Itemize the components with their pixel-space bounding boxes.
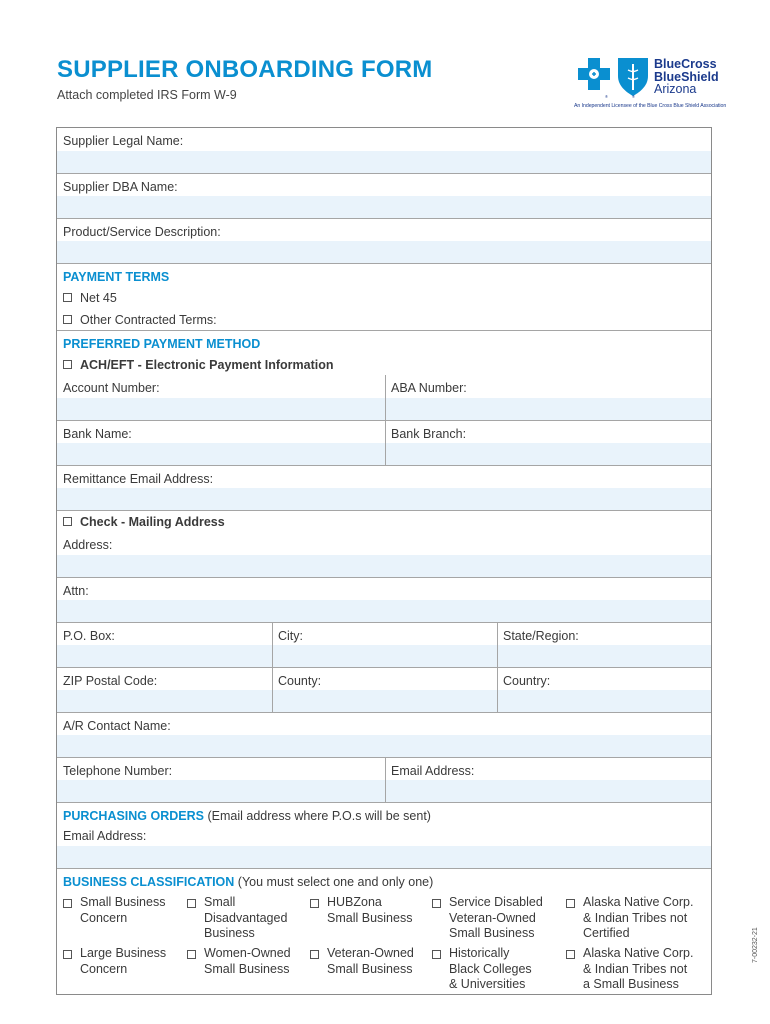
zip-label: ZIP Postal Code: — [63, 674, 158, 688]
tel-email-divider — [385, 758, 386, 802]
county-label: County: — [278, 674, 322, 688]
country-label: Country: — [503, 674, 551, 688]
ar-contact-field[interactable] — [57, 735, 711, 757]
ach-label: ACH/EFT - Electronic Payment Information — [80, 358, 334, 372]
ar-contact-row — [57, 712, 711, 757]
account-number-field[interactable] — [57, 398, 711, 420]
purchasing-heading-text: PURCHASING ORDERS — [63, 809, 204, 823]
hbcu-checkbox[interactable] — [432, 950, 441, 959]
ach-checkbox[interactable] — [63, 360, 72, 369]
veteran-owned-label: Veteran-Owned Small Business — [327, 946, 414, 976]
purchasing-heading — [63, 809, 431, 823]
check-row — [57, 510, 711, 532]
veteran-owned-checkbox[interactable] — [310, 950, 319, 959]
purchasing-email-label: Email Address: — [63, 829, 147, 843]
account-number-label: Account Number: — [63, 381, 160, 395]
remittance-email-label: Remittance Email Address: — [63, 472, 214, 486]
check-checkbox[interactable] — [63, 517, 72, 526]
blue-cross-icon — [578, 58, 610, 90]
address-field[interactable] — [57, 555, 711, 577]
small-business-label: Small Business Concern — [80, 895, 166, 925]
payment-method-section — [57, 330, 711, 375]
blue-shield-icon — [618, 58, 648, 96]
check-label: Check - Mailing Address — [80, 515, 225, 529]
po-box-field[interactable] — [57, 645, 711, 667]
net45-label: Net 45 — [80, 291, 117, 305]
attn-row — [57, 577, 711, 622]
hbcu-label: Historically Black Colleges & Universities — [449, 946, 532, 991]
telephone-field[interactable] — [57, 780, 711, 802]
classification-heading-text: BUSINESS CLASSIFICATION — [63, 875, 235, 889]
payment-terms-section — [57, 263, 711, 330]
payment-method-heading: PREFERRED PAYMENT METHOD — [63, 337, 261, 351]
logo-line3: Arizona — [654, 82, 697, 96]
hubzone-checkbox[interactable] — [310, 899, 319, 908]
city-state-divider — [497, 623, 498, 667]
bank-name-field[interactable] — [57, 443, 711, 465]
small-business-checkbox[interactable] — [63, 899, 72, 908]
service-disabled-checkbox[interactable] — [432, 899, 441, 908]
payment-terms-heading: PAYMENT TERMS — [63, 270, 170, 284]
bank-row — [57, 420, 711, 465]
zip-row — [57, 667, 711, 712]
po-box-row — [57, 622, 711, 667]
svg-text:®: ® — [605, 94, 608, 99]
telephone-row — [57, 757, 711, 802]
form-title: SUPPLIER ONBOARDING FORM — [57, 56, 433, 83]
zip-county-divider — [272, 668, 273, 712]
legal-name-label: Supplier Legal Name: — [63, 134, 184, 148]
address-row — [57, 532, 711, 577]
logo-tagline: An Independent Licensee of the Blue Cross Blue Shield Association — [574, 103, 727, 109]
alaska-not-small-label: Alaska Native Corp. & Indian Tribes not a Small Business — [583, 946, 694, 991]
product-desc-label: Product/Service Description: — [63, 225, 221, 239]
purchasing-email-field[interactable] — [57, 846, 711, 868]
zip-field[interactable] — [57, 690, 711, 712]
dba-name-row — [57, 173, 711, 218]
account-divider — [385, 375, 386, 420]
attn-field[interactable] — [57, 600, 711, 622]
form-number: 7-00232-21 — [752, 927, 759, 963]
form-subtitle: Attach completed IRS Form W-9 — [57, 88, 237, 102]
classification-heading — [63, 875, 433, 889]
alaska-not-certified-checkbox[interactable] — [566, 899, 575, 908]
remittance-email-field[interactable] — [57, 488, 711, 510]
remittance-row — [57, 465, 711, 510]
logo-line1: BlueCross — [654, 57, 717, 71]
address-label: Address: — [63, 538, 113, 552]
email-label: Email Address: — [391, 764, 475, 778]
alaska-not-small-checkbox[interactable] — [566, 950, 575, 959]
purchasing-section — [57, 802, 711, 868]
aba-number-label: ABA Number: — [391, 381, 467, 395]
classification-note: (You must select one and only one) — [237, 875, 434, 889]
hubzone-label: HUBZona Small Business — [327, 895, 413, 925]
other-terms-checkbox[interactable] — [63, 315, 72, 324]
small-disadvantaged-checkbox[interactable] — [187, 899, 196, 908]
product-desc-field[interactable] — [57, 241, 711, 263]
women-owned-label: Women-Owned Small Business — [204, 946, 291, 976]
onboarding-form — [56, 127, 712, 995]
bank-name-label: Bank Name: — [63, 427, 132, 441]
purchasing-note: (Email address where P.O.s will be sent) — [207, 809, 431, 823]
account-row — [57, 375, 711, 420]
women-owned-checkbox[interactable] — [187, 950, 196, 959]
legal-name-row — [57, 128, 711, 173]
large-business-label: Large Business Concern — [80, 946, 167, 976]
small-disadvantaged-label: Small Disadvantaged Business — [204, 895, 288, 940]
po-box-label: P.O. Box: — [63, 629, 115, 643]
product-desc-row — [57, 218, 711, 263]
large-business-checkbox[interactable] — [63, 950, 72, 959]
state-label: State/Region: — [503, 629, 579, 643]
other-terms-label: Other Contracted Terms: — [80, 313, 217, 327]
logo-line2: BlueShield — [654, 69, 719, 84]
alaska-not-certified-label: Alaska Native Corp. & Indian Tribes not Certified — [583, 895, 694, 940]
net45-checkbox[interactable] — [63, 293, 72, 302]
county-country-divider — [497, 668, 498, 712]
classification-section — [57, 868, 711, 995]
legal-name-field[interactable] — [57, 151, 711, 173]
dba-name-field[interactable] — [57, 196, 711, 218]
city-label: City: — [278, 629, 303, 643]
attn-label: Attn: — [63, 584, 89, 598]
telephone-label: Telephone Number: — [63, 764, 173, 778]
logo-wordmark — [654, 58, 719, 96]
bank-divider — [385, 421, 386, 465]
po-city-divider — [272, 623, 273, 667]
ar-contact-label: A/R Contact Name: — [63, 719, 171, 733]
svg-text:®: ® — [632, 94, 635, 99]
dba-name-label: Supplier DBA Name: — [63, 180, 178, 194]
bank-branch-label: Bank Branch: — [391, 427, 467, 441]
service-disabled-label: Service Disabled Veteran-Owned Small Business — [449, 895, 543, 940]
